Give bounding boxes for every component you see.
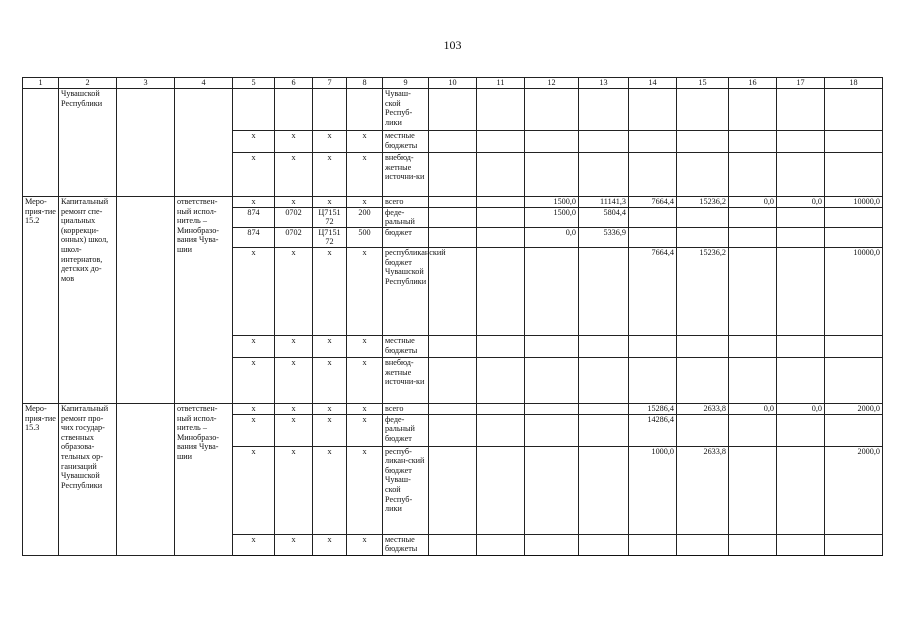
cell: x (275, 534, 313, 555)
cell (477, 207, 525, 227)
cell: 2633,8 (677, 403, 729, 414)
funding-source-cell: феде-ральный бюджет (383, 414, 429, 446)
column-3-cell (117, 403, 175, 555)
cell: 0,0 (525, 227, 579, 247)
cell (233, 89, 275, 131)
cell (579, 89, 629, 131)
cell (525, 335, 579, 357)
cell (777, 335, 825, 357)
cell (777, 207, 825, 227)
cell (825, 89, 883, 131)
column-number: 10 (429, 78, 477, 89)
cell (525, 131, 579, 153)
funding-source-cell: феде-ральный (383, 207, 429, 227)
cell (477, 131, 525, 153)
cell (825, 153, 883, 197)
funding-source-cell: бюджет (383, 227, 429, 247)
cell (677, 335, 729, 357)
cell (729, 446, 777, 534)
cell (525, 414, 579, 446)
cell (629, 153, 677, 197)
cell (729, 153, 777, 197)
cell (629, 227, 677, 247)
cell (429, 197, 477, 208)
cell: 14286,4 (629, 414, 677, 446)
cell: x (275, 357, 313, 403)
cell: x (233, 247, 275, 335)
cell (525, 534, 579, 555)
cell (429, 446, 477, 534)
cell: x (233, 414, 275, 446)
cell (677, 357, 729, 403)
funding-source-cell: всего (383, 403, 429, 414)
cell: 10000,0 (825, 197, 883, 208)
column-number: 7 (313, 78, 347, 89)
cell (525, 403, 579, 414)
cell: 5336,9 (579, 227, 629, 247)
funding-source-cell: Чуваш-ской Респуб-лики (383, 89, 429, 131)
column-number: 6 (275, 78, 313, 89)
cell (777, 89, 825, 131)
cell (777, 357, 825, 403)
cell (777, 446, 825, 534)
cell: x (233, 335, 275, 357)
column-number: 13 (579, 78, 629, 89)
cell: x (313, 197, 347, 208)
cell (729, 207, 777, 227)
cell: 1000,0 (629, 446, 677, 534)
activity-number-cell (23, 89, 59, 197)
cell: Ц7151 72 (313, 207, 347, 227)
cell: x (347, 247, 383, 335)
executor-cell: ответствен-ный испол-нитель – Минобразо-вания Чува-шии (175, 403, 233, 555)
funding-source-cell: республиканский бюджет Чувашской Республики (383, 247, 429, 335)
cell: x (275, 197, 313, 208)
cell (579, 247, 629, 335)
cell (825, 534, 883, 555)
cell (313, 89, 347, 131)
executor-cell (175, 89, 233, 197)
cell (825, 227, 883, 247)
activity-number-cell: Меро-прия-тие 15.2 (23, 197, 59, 404)
cell: x (233, 153, 275, 197)
funding-source-cell: местные бюджеты (383, 534, 429, 555)
cell: x (347, 131, 383, 153)
cell: 200 (347, 207, 383, 227)
cell (477, 446, 525, 534)
column-number: 11 (477, 78, 525, 89)
cell (629, 534, 677, 555)
cell: 15286,4 (629, 403, 677, 414)
column-number: 5 (233, 78, 275, 89)
table-row (23, 403, 883, 414)
cell: x (347, 446, 383, 534)
cell (729, 335, 777, 357)
cell: x (275, 446, 313, 534)
cell: 1500,0 (525, 207, 579, 227)
cell: 874 (233, 227, 275, 247)
cell (477, 227, 525, 247)
cell (729, 131, 777, 153)
cell: Ц7151 72 (313, 227, 347, 247)
cell: x (347, 403, 383, 414)
cell: x (275, 247, 313, 335)
cell (429, 357, 477, 403)
cell (825, 357, 883, 403)
cell: 0,0 (729, 403, 777, 414)
activity-name-cell: Капитальный ремонт про-чих государ-ственных образова-тельных ор-ганизаций Чувашской Республики (59, 403, 117, 555)
column-number: 15 (677, 78, 729, 89)
cell (729, 89, 777, 131)
funding-table (22, 77, 883, 556)
cell: x (233, 403, 275, 414)
cell (579, 357, 629, 403)
cell: x (313, 446, 347, 534)
cell (629, 357, 677, 403)
cell (729, 357, 777, 403)
cell: x (313, 247, 347, 335)
cell (429, 335, 477, 357)
cell: x (313, 153, 347, 197)
cell (629, 89, 677, 131)
cell (825, 335, 883, 357)
column-number: 18 (825, 78, 883, 89)
cell (629, 207, 677, 227)
cell (525, 357, 579, 403)
cell (677, 207, 729, 227)
cell (429, 153, 477, 197)
cell (477, 197, 525, 208)
column-number: 8 (347, 78, 383, 89)
cell: 7664,4 (629, 247, 677, 335)
cell (429, 89, 477, 131)
cell (525, 153, 579, 197)
cell (825, 131, 883, 153)
cell: 0,0 (777, 403, 825, 414)
cell: x (347, 153, 383, 197)
cell (429, 403, 477, 414)
cell (477, 403, 525, 414)
activity-name-cell: Капитальный ремонт спе-циальных (коррекци-онных) школ, школ-интернатов, детских до-мов (59, 197, 117, 404)
cell (777, 131, 825, 153)
column-3-cell (117, 197, 175, 404)
funding-source-cell: внебюд-жетные источни-ки (383, 357, 429, 403)
cell: x (233, 446, 275, 534)
cell (429, 227, 477, 247)
cell (429, 534, 477, 555)
cell (429, 414, 477, 446)
cell (525, 247, 579, 335)
cell: x (313, 403, 347, 414)
column-number: 12 (525, 78, 579, 89)
cell: 500 (347, 227, 383, 247)
cell: x (233, 534, 275, 555)
column-number: 16 (729, 78, 777, 89)
cell: x (233, 197, 275, 208)
cell: x (233, 357, 275, 403)
cell (777, 247, 825, 335)
cell: 5804,4 (579, 207, 629, 227)
cell: x (313, 335, 347, 357)
cell (477, 534, 525, 555)
cell (777, 414, 825, 446)
cell (477, 414, 525, 446)
cell (477, 335, 525, 357)
column-number: 9 (383, 78, 429, 89)
cell (777, 227, 825, 247)
cell (579, 403, 629, 414)
cell (477, 89, 525, 131)
cell: x (313, 414, 347, 446)
activity-name-cell: Чувашской Республики (59, 89, 117, 197)
cell (729, 414, 777, 446)
cell (825, 207, 883, 227)
cell (777, 534, 825, 555)
cell (677, 227, 729, 247)
cell (275, 89, 313, 131)
column-number: 17 (777, 78, 825, 89)
cell (525, 446, 579, 534)
cell: x (347, 335, 383, 357)
cell: x (233, 131, 275, 153)
cell: 7664,4 (629, 197, 677, 208)
funding-source-cell: внебюд-жетные источни-ки (383, 153, 429, 197)
cell (579, 534, 629, 555)
cell (525, 89, 579, 131)
cell (477, 247, 525, 335)
cell: x (313, 357, 347, 403)
cell: 15236,2 (677, 247, 729, 335)
cell (579, 131, 629, 153)
column-number: 4 (175, 78, 233, 89)
cell: x (275, 153, 313, 197)
cell: 11141,3 (579, 197, 629, 208)
column-number: 14 (629, 78, 677, 89)
cell: x (275, 131, 313, 153)
cell: 2000,0 (825, 403, 883, 414)
cell: 1500,0 (525, 197, 579, 208)
funding-source-cell: местные бюджеты (383, 335, 429, 357)
column-number: 1 (23, 78, 59, 89)
cell (477, 153, 525, 197)
column-number: 2 (59, 78, 117, 89)
funding-source-cell: всего (383, 197, 429, 208)
funding-source-cell: местные бюджеты (383, 131, 429, 153)
cell: x (275, 403, 313, 414)
cell: x (347, 534, 383, 555)
cell: 0,0 (729, 197, 777, 208)
cell (777, 153, 825, 197)
cell: 0,0 (777, 197, 825, 208)
cell (677, 131, 729, 153)
cell: x (347, 197, 383, 208)
executor-cell: ответствен-ный испол-нитель – Минобразо-вания Чува-шии (175, 197, 233, 404)
cell: 2000,0 (825, 446, 883, 534)
cell (347, 89, 383, 131)
cell (729, 534, 777, 555)
cell: 0702 (275, 207, 313, 227)
cell (429, 131, 477, 153)
cell (579, 335, 629, 357)
cell (729, 227, 777, 247)
cell: 2633,8 (677, 446, 729, 534)
cell: 10000,0 (825, 247, 883, 335)
cell (629, 335, 677, 357)
funding-source-cell: респуб-ликан-ский бюджет Чуваш-ской Респуб-лики (383, 446, 429, 534)
cell: x (313, 534, 347, 555)
cell: x (347, 357, 383, 403)
page-number: 103 (443, 38, 462, 52)
cell: x (347, 414, 383, 446)
table-row (23, 197, 883, 208)
cell (579, 153, 629, 197)
cell (429, 247, 477, 335)
cell: 15236,2 (677, 197, 729, 208)
cell: x (313, 131, 347, 153)
cell (825, 414, 883, 446)
activity-number-cell: Меро-прия-тие 15.3 (23, 403, 59, 555)
cell: 874 (233, 207, 275, 227)
cell (677, 414, 729, 446)
cell (677, 534, 729, 555)
cell (429, 207, 477, 227)
column-3-cell (117, 89, 175, 197)
cell: x (275, 335, 313, 357)
cell (677, 153, 729, 197)
cell (629, 131, 677, 153)
cell (477, 357, 525, 403)
column-number: 3 (117, 78, 175, 89)
cell (729, 247, 777, 335)
column-number-row (23, 78, 883, 89)
cell (677, 89, 729, 131)
cell (579, 414, 629, 446)
cell (579, 446, 629, 534)
cell: 0702 (275, 227, 313, 247)
cell: x (275, 414, 313, 446)
table-row (23, 89, 883, 131)
